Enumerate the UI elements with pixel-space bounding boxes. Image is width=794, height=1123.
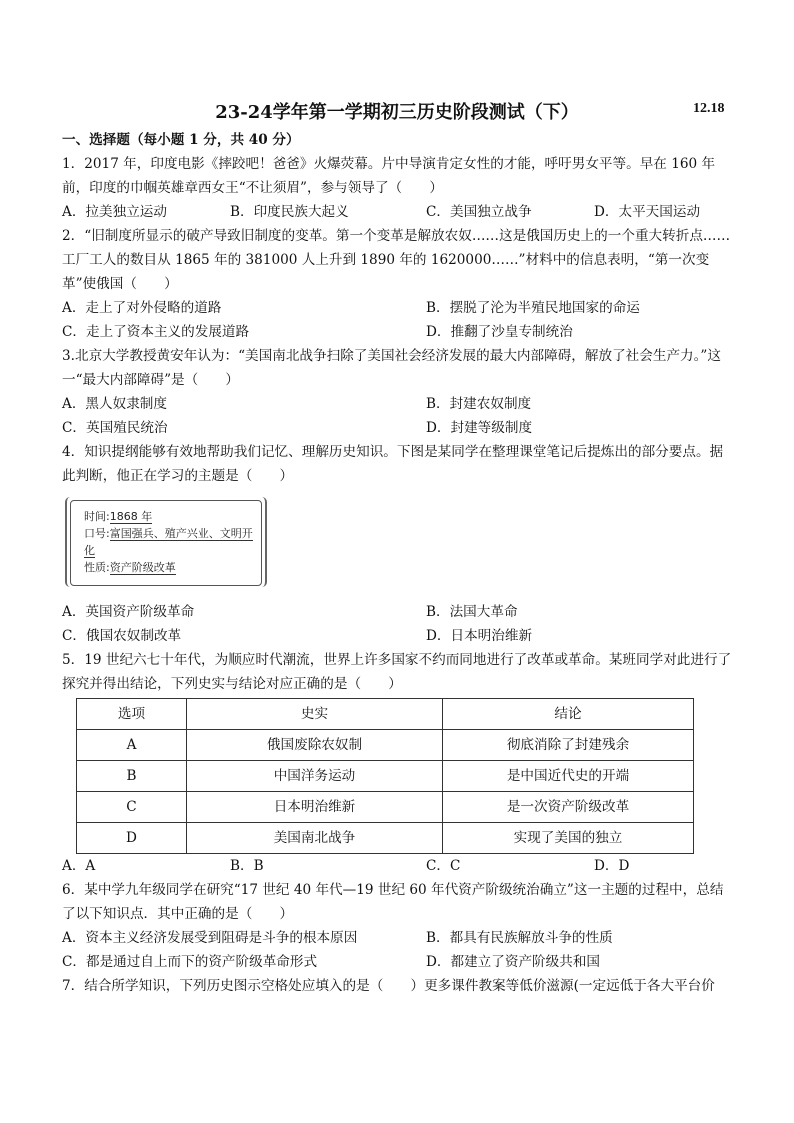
option-c: C．C xyxy=(426,858,461,874)
slogan-value: 富国强兵、殖产兴业、文明开化 xyxy=(84,527,253,557)
option-b: B．封建农奴制度 xyxy=(426,396,532,412)
notes-scroll-figure xyxy=(70,496,262,588)
table-header: 选项 xyxy=(77,699,187,730)
question-2-stem: 2．“旧制度所显示的破产导致旧制度的变革。第一个变革是解放农奴……这是俄国历史上的一个重大转折点……工厂工人的数目从 1865 年的 381000 人上升到 1890 年的 1620000……”材料中的信息表明，“第一次变革”使俄国（ ） xyxy=(62,228,731,292)
question-6-options-row2 xyxy=(62,950,734,974)
scroll-text xyxy=(84,508,262,576)
time-value: 1868 年 xyxy=(109,510,153,523)
option-a: A．英国资产阶级革命 xyxy=(62,604,195,620)
table-row xyxy=(77,823,694,854)
question-5-options xyxy=(62,854,734,878)
option-c: C．美国独立战争 xyxy=(426,204,532,220)
option-a: A．资本主义经济发展受到阻碍是斗争的根本原因 xyxy=(62,930,358,946)
question-2-options-row1 xyxy=(62,296,734,320)
question-4-options-row1 xyxy=(62,600,734,624)
option-a: A．走上了对外侵略的道路 xyxy=(62,300,222,316)
section-heading: 一、选择题（每小题 1 分，共 40 分） xyxy=(62,132,300,148)
option-d: D．D xyxy=(594,858,630,874)
question-4-stem: 4．知识提纲能够有效地帮助我们记忆、理解历史知识。下图是某同学在整理课堂笔记后提炼出的部分要点。据此判断，他正在学习的主题是（ ） xyxy=(62,444,724,484)
time-label: 时间: xyxy=(84,510,110,523)
option-b: B．B xyxy=(230,858,264,874)
slogan-label: 口号: xyxy=(84,527,110,540)
question-5-stem: 5．19 世纪六七十年代，为顺应时代潮流，世界上许多国家不约而同地进行了改革或革命。某班同学对此进行了探究并得出结论，下列史实与结论对应正确的是（ ） xyxy=(62,652,732,692)
option-c: C．走上了资本主义的发展道路 xyxy=(62,324,250,340)
question-6-stem: 6．某中学九年级同学在研究“17 世纪 40 年代—19 世纪 60 年代资产阶级统治确立”这一主题的过程中，总结了以下知识点．其中正确的是（ ） xyxy=(62,882,724,922)
question-1-options xyxy=(62,200,734,224)
option-b: B．摆脱了沦为半殖民地国家的命运 xyxy=(426,300,640,316)
table-cell: B xyxy=(77,761,187,792)
table-row xyxy=(77,730,694,761)
table-cell: C xyxy=(77,792,187,823)
option-d: D．都建立了资产阶级共和国 xyxy=(426,954,601,970)
table-header: 史实 xyxy=(187,699,443,730)
table-row xyxy=(77,792,694,823)
table-cell: 俄国废除农奴制 xyxy=(187,730,443,761)
option-d: D．推翻了沙皇专制统治 xyxy=(426,324,573,340)
table-cell: 日本明治维新 xyxy=(187,792,443,823)
option-a: A．黑人奴隶制度 xyxy=(62,396,167,412)
question-5-table xyxy=(76,698,694,854)
question-3-options-row2 xyxy=(62,416,734,440)
question-2-options-row2 xyxy=(62,320,734,344)
question-6-options-row1 xyxy=(62,926,734,950)
table-cell: 是一次资产阶级改革 xyxy=(443,792,694,823)
option-a: A．A xyxy=(62,858,96,874)
question-1-stem: 1．2017 年，印度电影《摔跤吧！爸爸》火爆荧幕。片中导演肯定女性的才能，呼吁男女平等。早在 160 年前，印度的巾帼英雄章西女王“不让须眉”，参与领导了（ ） xyxy=(62,156,716,196)
table-cell: 中国洋务运动 xyxy=(187,761,443,792)
option-d: D．日本明治维新 xyxy=(426,628,533,644)
exam-date: 12.18 xyxy=(693,101,725,116)
option-d: D．封建等级制度 xyxy=(426,420,533,436)
option-a: A．拉美独立运动 xyxy=(62,204,167,220)
table-cell: 是中国近代史的开端 xyxy=(443,761,694,792)
option-b: B．都具有民族解放斗争的性质 xyxy=(426,930,613,946)
option-b: B．法国大革命 xyxy=(426,604,518,620)
nature-label: 性质: xyxy=(84,561,110,574)
option-d: D．太平天国运动 xyxy=(594,204,701,220)
option-c: C．英国殖民统治 xyxy=(62,420,168,436)
table-cell: D xyxy=(77,823,187,854)
table-header-row xyxy=(77,699,694,730)
table-cell: 彻底消除了封建残余 xyxy=(443,730,694,761)
exam-body xyxy=(62,128,734,998)
option-c: C．俄国农奴制改革 xyxy=(62,628,182,644)
question-3-options-row1 xyxy=(62,392,734,416)
table-cell: 美国南北战争 xyxy=(187,823,443,854)
table-cell: A xyxy=(77,730,187,761)
question-4-options-row2 xyxy=(62,624,734,648)
nature-value: 资产阶级改革 xyxy=(109,561,176,574)
exam-title: 23-24学年第一学期初三历史阶段测试（下） xyxy=(215,102,579,123)
table-header: 结论 xyxy=(443,699,694,730)
option-c: C．都是通过自上而下的资产阶级革命形式 xyxy=(62,954,318,970)
table-cell: 实现了美国的独立 xyxy=(443,823,694,854)
table-row xyxy=(77,761,694,792)
option-b: B．印度民族大起义 xyxy=(230,204,349,220)
question-3-stem: 3.北京大学教授黄安年认为：“美国南北战争扫除了美国社会经济发展的最大内部障碍，解放了社会生产力。”这一“最大内部障碍”是（ ） xyxy=(62,348,721,388)
question-7-stem: 7．结合所学知识，下列历史图示空格处应填入的是（ ）更多课件教案等低价滋源(一定远低于各大平台价 xyxy=(62,978,715,994)
